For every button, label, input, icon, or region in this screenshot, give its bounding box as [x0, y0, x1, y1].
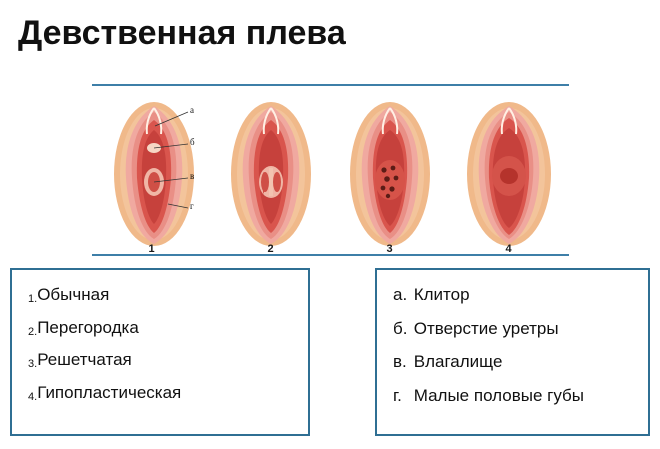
hymen-illustration-4 [449, 86, 568, 256]
list-item [393, 286, 648, 305]
list-item [28, 319, 308, 338]
figure-panel-3 [330, 86, 449, 256]
legend-marker: а. [393, 285, 408, 304]
figure-panel-2 [211, 86, 330, 256]
callout-b: б [190, 137, 195, 147]
legend-label: Отверстие уретры [413, 318, 559, 338]
list-item-label: Обычная [37, 285, 110, 304]
page-title: Девственная плева [18, 14, 346, 52]
legend-label: Клитор [413, 285, 470, 304]
anatomy-figure [92, 84, 569, 256]
legend-label: Малые половые губы [413, 386, 584, 406]
figure-panel-caption-4: 4 [505, 243, 512, 255]
callout-g: г [190, 201, 194, 211]
hymen-illustration-3 [330, 86, 449, 256]
legend-list [377, 270, 648, 406]
figure-panel-caption-3: 3 [386, 243, 393, 255]
figure-panel-1 [92, 86, 211, 256]
list-item [393, 353, 648, 372]
list-item-index: 3. [28, 358, 38, 371]
legend-marker: в. [393, 352, 407, 372]
callout-v: в [190, 171, 195, 181]
figure-panel-caption-1: 1 [148, 243, 155, 255]
figure-panel-4 [449, 86, 568, 256]
list-item [28, 384, 308, 403]
list-item-index: 1. [28, 293, 38, 305]
list-item-label: Гипопластическая [37, 383, 182, 403]
legend-marker: б. [393, 318, 408, 338]
list-item-label: Решетчатая [37, 350, 132, 370]
types-box [10, 268, 310, 436]
list-item [28, 351, 308, 370]
legend-marker: г. [393, 386, 402, 406]
figure-panel-caption-2: 2 [267, 243, 274, 255]
list-item-label: Перегородка [37, 317, 139, 337]
types-list [12, 270, 308, 403]
legend-label: Влагалище [413, 352, 503, 372]
legend-box [375, 268, 650, 436]
callout-a: а [190, 105, 194, 115]
list-item [393, 387, 648, 406]
list-item [393, 320, 648, 339]
list-item-index: 4. [28, 391, 38, 404]
list-item-index: 2. [28, 325, 38, 338]
list-item [28, 286, 308, 305]
hymen-illustration-2 [211, 86, 330, 256]
